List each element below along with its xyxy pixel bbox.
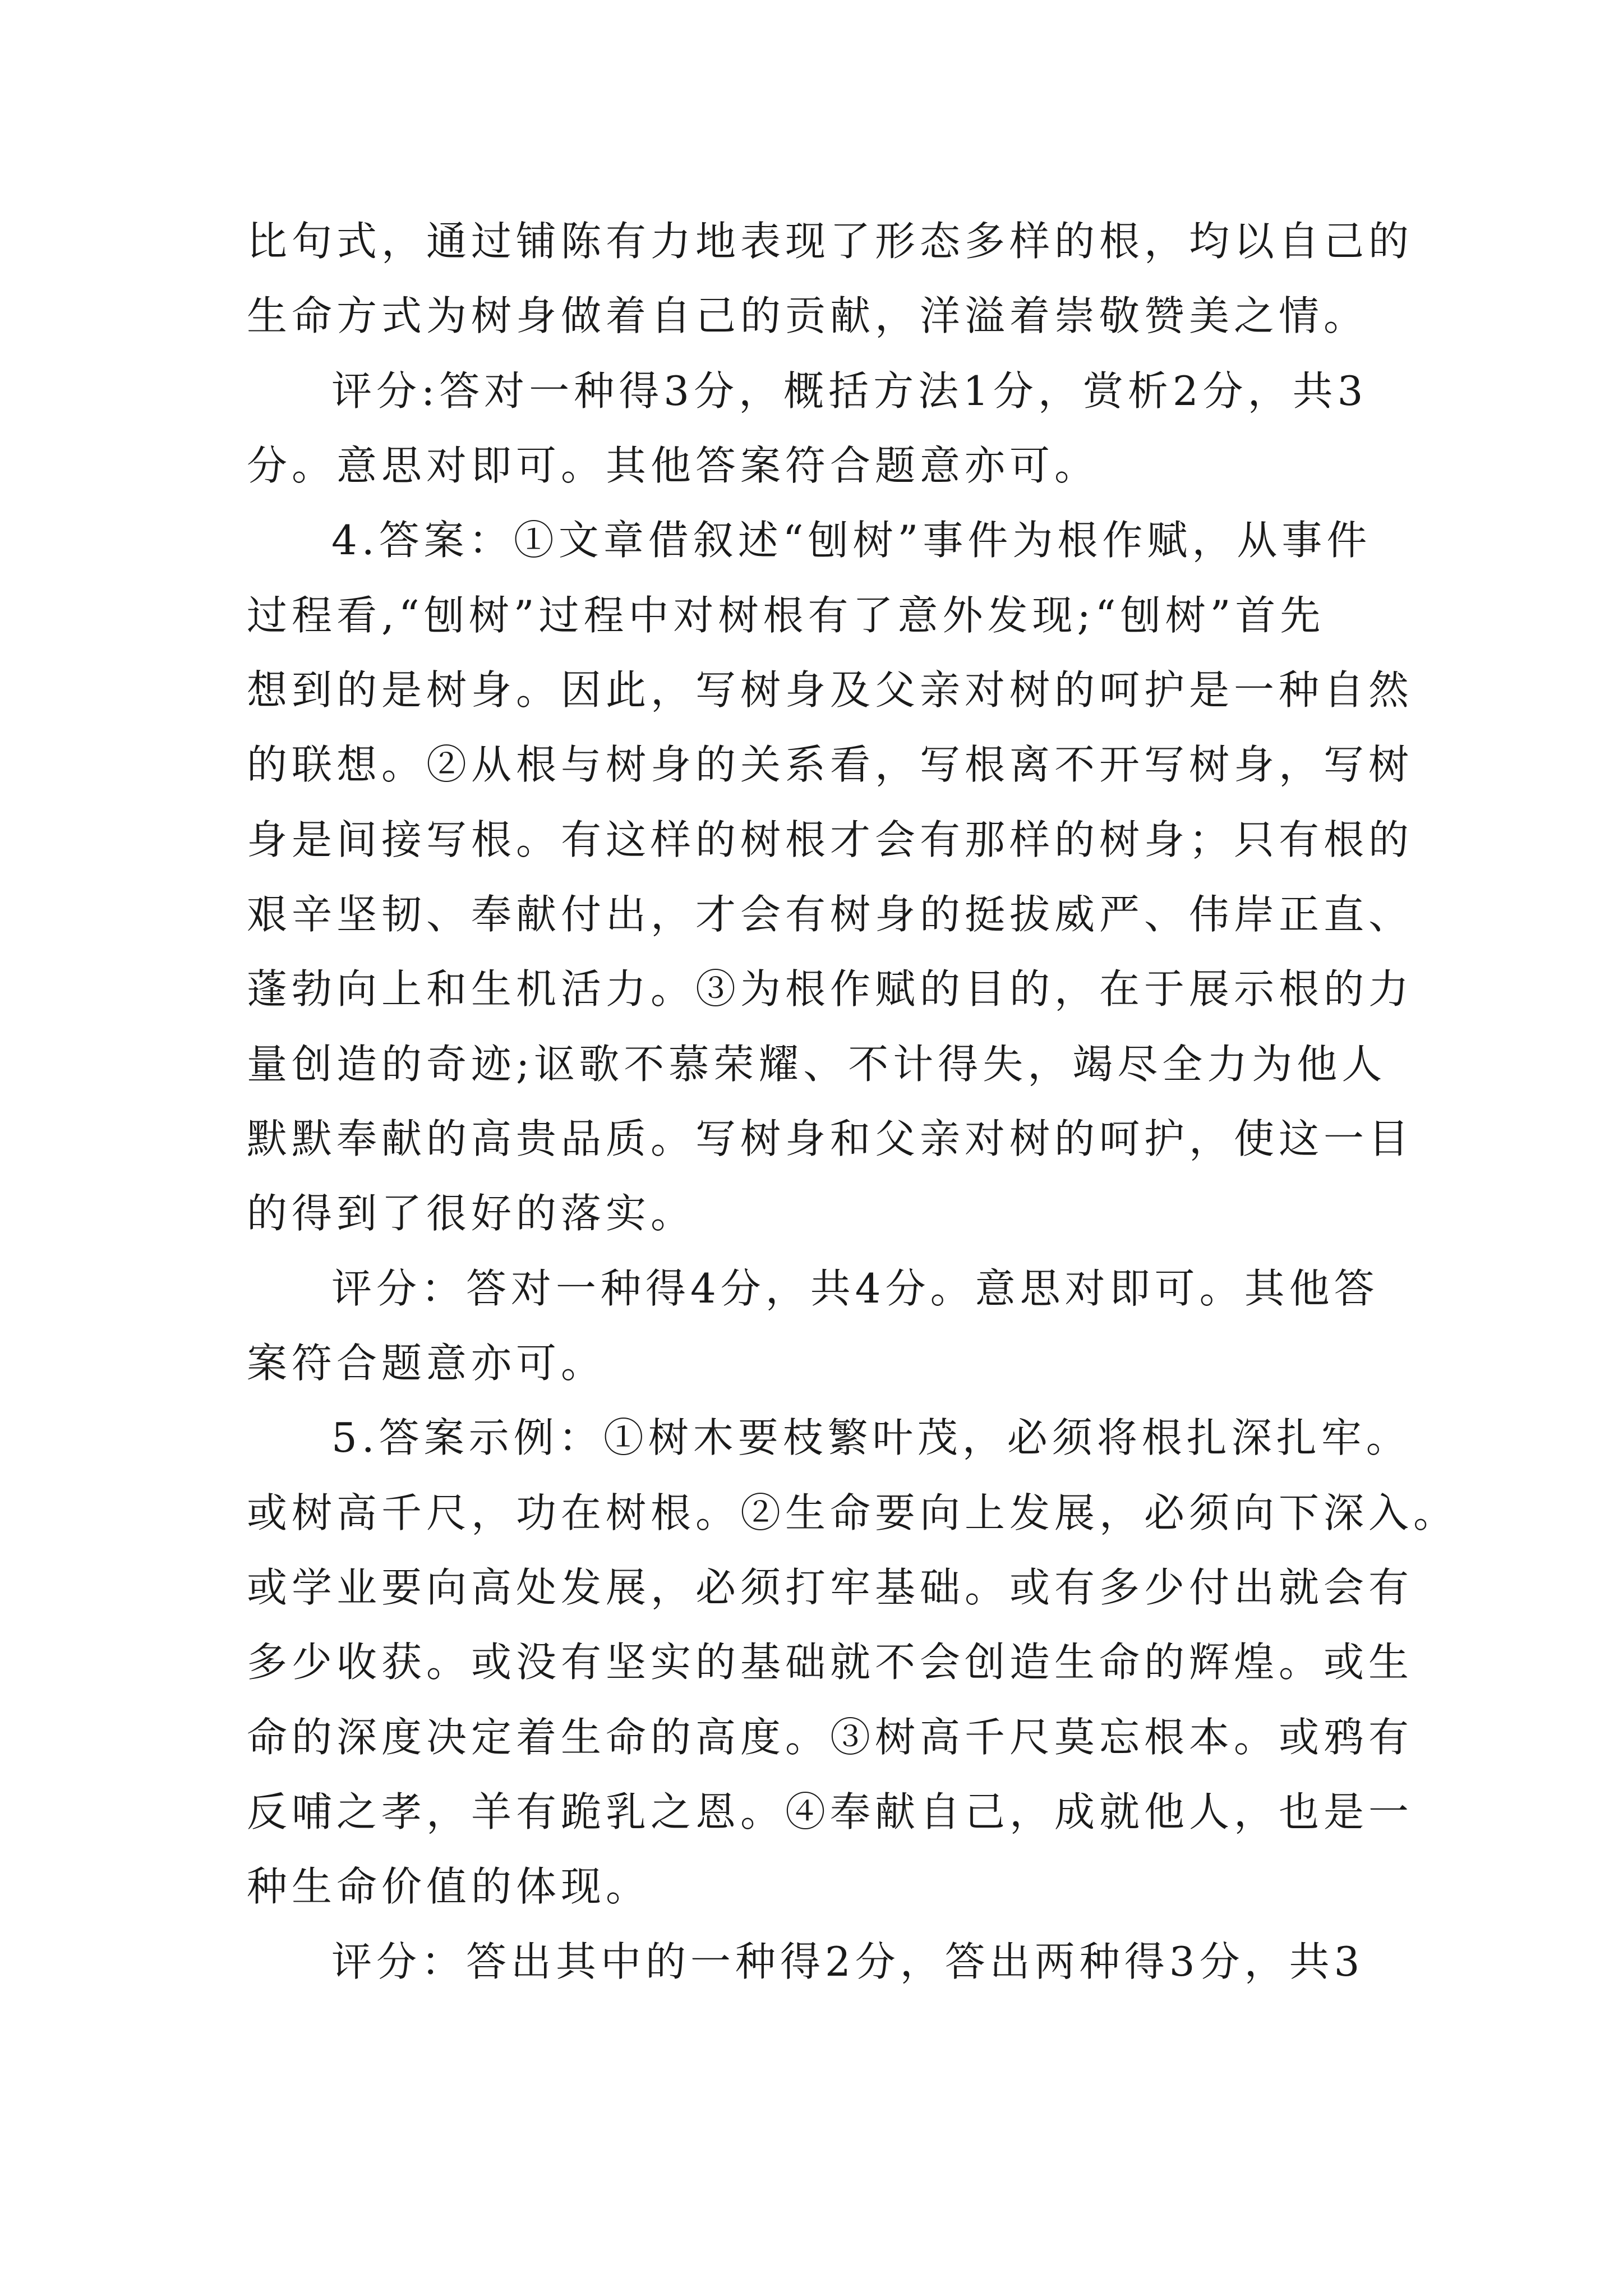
text-line: 比句式，通过铺陈有力地表现了形态多样的根，均以自己的 <box>247 218 1414 265</box>
text-line: 生命方式为树身做着自己的贡献，洋溢着崇敬赞美之情。 <box>247 292 1369 339</box>
text-line: 5.答案示例：①树木要枝繁叶茂，必须将根扎深扎牢。 <box>331 1414 1411 1461</box>
text-line: 或学业要向高处发展，必须打牢基础。或有多少付出就会有 <box>247 1564 1414 1611</box>
text-line: 或树高千尺，功在树根。②生命要向上发展，必须向下深入。 <box>247 1489 1459 1536</box>
text-line: 多少收获。或没有坚实的基础就不会创造生命的辉煌。或生 <box>247 1639 1414 1686</box>
text-line: 种生命价值的体现。 <box>247 1863 651 1910</box>
text-line: 分。意思对即可。其他答案符合题意亦可。 <box>247 442 1100 489</box>
text-line: 评分：答出其中的一种得2分，答出两种得3分，共3 <box>331 1938 1364 1985</box>
text-line: 蓬勃向上和生机活力。③为根作赋的目的，在于展示根的力 <box>247 965 1414 1013</box>
text-line: 案符合题意亦可。 <box>247 1340 606 1387</box>
text-line: 默默奉献的高贵品质。写树身和父亲对树的呵护，使这一目 <box>247 1115 1414 1162</box>
text-line: 评分：答对一种得4分，共4分。意思对即可。其他答 <box>331 1265 1379 1312</box>
text-line: 量创造的奇迹;讴歌不慕荣耀、不计得失，竭尽全力为他人 <box>247 1041 1387 1088</box>
text-line: 评分:答对一种得3分，概括方法1分，赏析2分，共3 <box>331 367 1368 415</box>
text-line: 艰辛坚韧、奉献付出，才会有树身的挺拔威严、伟岸正直、 <box>247 891 1414 938</box>
text-line: 的得到了很好的落实。 <box>247 1190 696 1237</box>
text-line: 4.答案：①文章借叙述“刨树”事件为根作赋，从事件 <box>331 517 1372 564</box>
text-line: 身是间接写根。有这样的树根才会有那样的树身；只有根的 <box>247 816 1414 863</box>
text-line: 想到的是树身。因此，写树身及父亲对树的呵护是一种自然 <box>247 666 1414 714</box>
text-line: 命的深度决定着生命的高度。③树高千尺莫忘根本。或鸦有 <box>247 1714 1414 1761</box>
text-line: 过程看,“刨树”过程中对树根有了意外发现;“刨树”首先 <box>247 592 1325 639</box>
text-line: 反哺之孝，羊有跪乳之恩。④奉献自己，成就他人，也是一 <box>247 1788 1414 1835</box>
text-line: 的联想。②从根与树身的关系看，写根离不开写树身，写树 <box>247 741 1414 788</box>
